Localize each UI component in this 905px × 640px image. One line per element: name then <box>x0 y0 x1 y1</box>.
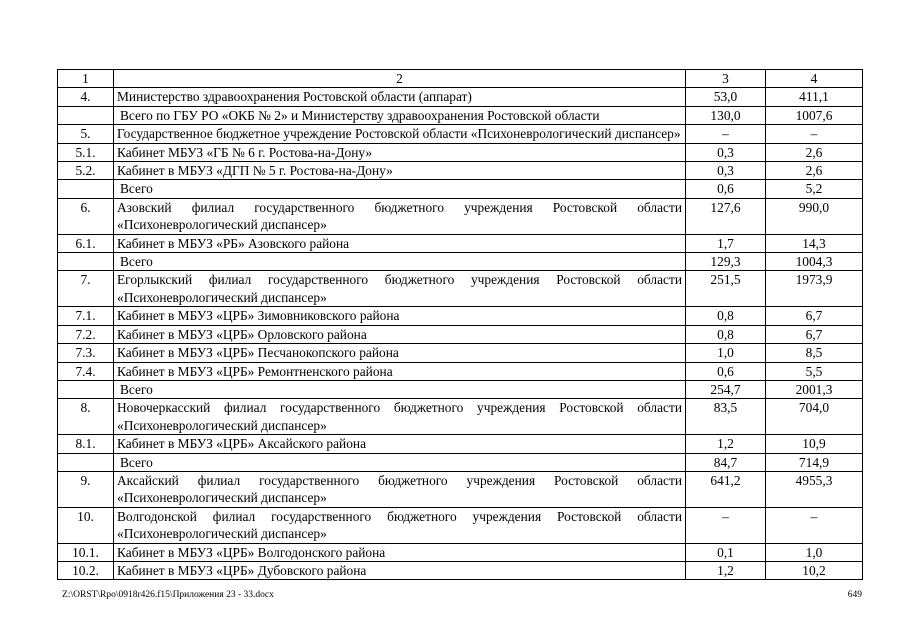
header-col-1: 1 <box>58 70 114 88</box>
row-value-col4: 5,5 <box>766 362 863 380</box>
file-path: Z:\ORST\Rpo\0918r426.f15\Приложения 23 - 33.docx <box>62 590 274 600</box>
row-number <box>58 380 114 398</box>
row-value-col4: 2,6 <box>766 162 863 180</box>
row-description: Кабинет в МБУЗ «ЦРБ» Песчанокопского района <box>114 344 686 362</box>
row-description: Кабинет в МБУЗ «ЦРБ» Ремонтненского района <box>114 362 686 380</box>
table-row <box>58 399 863 435</box>
row-value-col4: 2001,3 <box>766 380 863 398</box>
row-number <box>58 253 114 271</box>
table-header-row <box>58 70 863 88</box>
row-value-col4: 10,9 <box>766 435 863 453</box>
row-value-col3: 254,7 <box>686 380 766 398</box>
table-row <box>58 271 863 307</box>
row-description: Кабинет в МБУЗ «ЦРБ» Орловского района <box>114 325 686 343</box>
table-row <box>58 435 863 453</box>
row-value-col4: 1,0 <box>766 543 863 561</box>
row-description: Кабинет в МБУЗ «ЦРБ» Аксайского района <box>114 435 686 453</box>
row-number: 5.1. <box>58 143 114 161</box>
row-number: 7. <box>58 271 114 307</box>
row-description: Волгодонской филиал государственного бюджетного учреждения Ростовской области «Психоневрологический диспансер» <box>114 507 686 543</box>
table-row <box>58 198 863 234</box>
row-value-col4: 411,1 <box>766 88 863 106</box>
row-value-col3: 0,8 <box>686 325 766 343</box>
row-number: 10.1. <box>58 543 114 561</box>
page-footer <box>62 590 862 600</box>
table-row <box>58 325 863 343</box>
row-value-col3: 251,5 <box>686 271 766 307</box>
table-row <box>58 125 863 143</box>
row-total-label: Всего <box>114 180 686 198</box>
row-value-col3: 130,0 <box>686 106 766 124</box>
table-row <box>58 143 863 161</box>
row-value-col3: – <box>686 507 766 543</box>
row-description: Кабинет в МБУЗ «ЦРБ» Волгодонского района <box>114 543 686 561</box>
table-body <box>58 88 863 580</box>
row-total-label: Всего <box>114 253 686 271</box>
row-value-col3: 1,2 <box>686 435 766 453</box>
table-row <box>58 471 863 507</box>
row-value-col4: 8,5 <box>766 344 863 362</box>
table-row <box>58 362 863 380</box>
row-value-col4: 14,3 <box>766 234 863 252</box>
table-row <box>58 543 863 561</box>
row-number: 7.4. <box>58 362 114 380</box>
row-number: 10.2. <box>58 561 114 579</box>
row-value-col4: 1004,3 <box>766 253 863 271</box>
row-value-col3: 129,3 <box>686 253 766 271</box>
header-col-3: 3 <box>686 70 766 88</box>
row-value-col4: – <box>766 507 863 543</box>
row-value-col3: 0,1 <box>686 543 766 561</box>
row-value-col3: 1,7 <box>686 234 766 252</box>
table-row <box>58 234 863 252</box>
table-row <box>58 507 863 543</box>
row-total-label: Всего по ГБУ РО «ОКБ № 2» и Министерству здравоохранения Ростовской области <box>114 106 686 124</box>
row-number <box>58 180 114 198</box>
row-value-col3: 1,0 <box>686 344 766 362</box>
row-value-col3: 0,6 <box>686 180 766 198</box>
row-value-col4: 10,2 <box>766 561 863 579</box>
row-value-col3: 84,7 <box>686 453 766 471</box>
data-table <box>57 69 863 580</box>
row-value-col3: – <box>686 125 766 143</box>
row-value-col4: 704,0 <box>766 399 863 435</box>
row-description: Кабинет в МБУЗ «ЦРБ» Дубовского района <box>114 561 686 579</box>
row-value-col3: 0,8 <box>686 307 766 325</box>
row-value-col4: 990,0 <box>766 198 863 234</box>
row-value-col3: 0,6 <box>686 362 766 380</box>
row-description: Министерство здравоохранения Ростовской области (аппарат) <box>114 88 686 106</box>
row-description: Кабинет в МБУЗ «ЦРБ» Зимовниковского района <box>114 307 686 325</box>
row-description: Кабинет в МБУЗ «РБ» Азовского района <box>114 234 686 252</box>
row-description: Аксайский филиал государственного бюджетного учреждения Ростовской области «Психоневрологический диспансер» <box>114 471 686 507</box>
row-value-col4: 714,9 <box>766 453 863 471</box>
row-description: Кабинет в МБУЗ «ДГП № 5 г. Ростова-на-Дону» <box>114 162 686 180</box>
row-value-col4: 4955,3 <box>766 471 863 507</box>
table-total-row <box>58 380 863 398</box>
row-number: 7.1. <box>58 307 114 325</box>
row-number: 4. <box>58 88 114 106</box>
table-row <box>58 88 863 106</box>
row-total-label: Всего <box>114 380 686 398</box>
table-total-row <box>58 180 863 198</box>
row-description: Егорлыкский филиал государственного бюджетного учреждения Ростовской области «Психоневрологический диспансер» <box>114 271 686 307</box>
header-col-2: 2 <box>114 70 686 88</box>
table-total-row <box>58 106 863 124</box>
row-number: 8.1. <box>58 435 114 453</box>
row-number: 5. <box>58 125 114 143</box>
row-number <box>58 453 114 471</box>
row-value-col4: 2,6 <box>766 143 863 161</box>
table-total-row <box>58 253 863 271</box>
row-number: 7.3. <box>58 344 114 362</box>
table-row <box>58 561 863 579</box>
table-row <box>58 344 863 362</box>
row-number: 6.1. <box>58 234 114 252</box>
table-row <box>58 307 863 325</box>
row-value-col4: 1973,9 <box>766 271 863 307</box>
row-description: Кабинет МБУЗ «ГБ № 6 г. Ростова-на-Дону» <box>114 143 686 161</box>
row-description: Новочеркасский филиал государственного бюджетного учреждения Ростовской области «Психоневрологический диспансер» <box>114 399 686 435</box>
page-number: 649 <box>847 590 862 600</box>
row-value-col4: 6,7 <box>766 307 863 325</box>
table-total-row <box>58 453 863 471</box>
header-col-4: 4 <box>766 70 863 88</box>
row-description: Азовский филиал государственного бюджетного учреждения Ростовской области «Психоневрологический диспансер» <box>114 198 686 234</box>
row-value-col3: 127,6 <box>686 198 766 234</box>
row-number: 9. <box>58 471 114 507</box>
row-value-col3: 0,3 <box>686 143 766 161</box>
row-value-col4: – <box>766 125 863 143</box>
row-value-col3: 641,2 <box>686 471 766 507</box>
row-value-col3: 53,0 <box>686 88 766 106</box>
row-total-label: Всего <box>114 453 686 471</box>
row-number <box>58 106 114 124</box>
row-value-col4: 5,2 <box>766 180 863 198</box>
row-value-col4: 6,7 <box>766 325 863 343</box>
row-number: 5.2. <box>58 162 114 180</box>
row-number: 8. <box>58 399 114 435</box>
row-number: 10. <box>58 507 114 543</box>
row-number: 7.2. <box>58 325 114 343</box>
row-value-col3: 0,3 <box>686 162 766 180</box>
row-value-col4: 1007,6 <box>766 106 863 124</box>
table-row <box>58 162 863 180</box>
row-value-col3: 1,2 <box>686 561 766 579</box>
row-number: 6. <box>58 198 114 234</box>
row-description: Государственное бюджетное учреждение Ростовской области «Психоневрологический диспансер» <box>114 125 686 143</box>
row-value-col3: 83,5 <box>686 399 766 435</box>
